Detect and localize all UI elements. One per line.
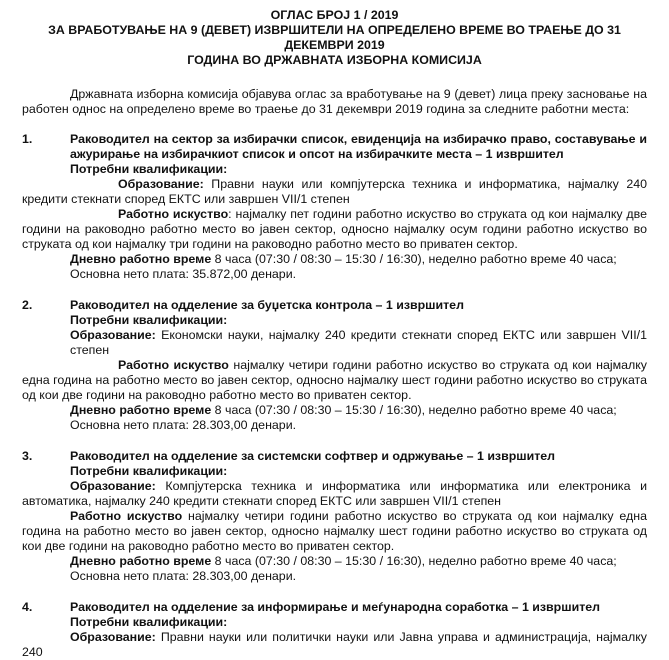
qualifications-label: Потребни квалификации: xyxy=(70,615,228,629)
working-time xyxy=(70,252,647,267)
salary: Основна нето плата: 28.303,00 денари. xyxy=(70,418,297,432)
education-text: Правни науки или политички науки или Јавна управа и администрација, најмалку 240 xyxy=(22,630,647,659)
education-paragraph xyxy=(22,630,647,660)
salary: Основна нето плата: 35.872,00 денари. xyxy=(70,267,297,281)
working-time-text: 8 часа (07:30 / 08:30 – 15:30 / 16:30), неделно работно време 40 часа; xyxy=(211,403,617,417)
working-time xyxy=(70,403,647,418)
working-time-label: Дневно работно време xyxy=(70,252,212,266)
section-number: 1. xyxy=(22,132,33,146)
working-time-label: Дневно работно време xyxy=(70,554,212,568)
qualifications-label: Потребни квалификации: xyxy=(70,162,228,176)
working-time xyxy=(70,554,647,569)
intro-paragraph: Државната изборна комисија објавува оглас за вработување на 9 (девет) лица преку засновање на работен однос на определено време во траење до 31 декември 2019 година за следните работни места: xyxy=(22,87,647,116)
education-paragraph xyxy=(70,328,647,358)
education-label: Образование: xyxy=(70,328,156,342)
education-paragraph xyxy=(22,479,647,509)
section-title: Раководител на сектор за избирачки список, евиденција на избирачко право, составување и ажурирање на избирачкиот список и опсот на избирачките места – 1 извршител xyxy=(70,132,647,161)
education-text: Економски науки, најмалку 240 кредити стекнати според ЕКТС или завршен VII/1 степен xyxy=(70,328,647,357)
working-time-text: 8 часа (07:30 / 08:30 – 15:30 / 16:30), неделно работно време 40 часа; xyxy=(211,554,617,568)
qualifications-label: Потребни квалификации: xyxy=(70,313,228,327)
section-title: Раководител на одделение за буџетска контрола – 1 извршител xyxy=(70,298,464,312)
experience-paragraph xyxy=(22,207,647,252)
section-body xyxy=(22,464,647,584)
document-title xyxy=(22,8,647,68)
education-label: Образование: xyxy=(70,479,156,493)
education-label: Образование: xyxy=(118,177,204,191)
section-body xyxy=(22,615,647,660)
section-title: Раководител на одделение за системски софтвер и одржување – 1 извршител xyxy=(70,449,556,463)
experience-text: : најмалку пет години работно искуство во струката од кои најмалку две години на раководно работно место во јавен сектор, односно најмалку осум години работно искуство во струката од кои најмалку три години на раководно работно место во приватен сектор. xyxy=(22,207,647,251)
experience-label: Работно искуство xyxy=(118,207,229,221)
title-line-1: ОГЛАС БРОЈ 1 / 2019 xyxy=(270,8,399,22)
education-paragraph xyxy=(22,177,647,207)
section-title: Раководител на одделение за информирање и меѓународна соработка – 1 извршител xyxy=(70,600,601,614)
experience-paragraph xyxy=(22,509,647,554)
section-2 xyxy=(22,298,647,433)
education-text: Компјутерска техника и информатика или информатика или електроника и автоматика, најмалку 240 кредити стекнати според ЕКТС или завршен VII/1 степен xyxy=(22,479,647,508)
salary: Основна нето плата: 28.303,00 денари. xyxy=(70,569,297,583)
section-body xyxy=(22,162,647,282)
experience-label: Работно искуство xyxy=(118,358,229,372)
education-label: Образование: xyxy=(70,630,156,644)
experience-text: најмалку четири години работно искуство во струката од кои најмалку една година на работно место во јавен сектор, односно најмалку шест години работно искуство во струката од кои две години на раководно работно место во приватен сектор. xyxy=(22,358,647,402)
section-heading xyxy=(22,132,647,162)
section-number: 2. xyxy=(22,298,33,312)
section-heading xyxy=(22,298,647,313)
section-3 xyxy=(22,449,647,584)
qualifications-label: Потребни квалификации: xyxy=(70,464,228,478)
experience-label: Работно искуство xyxy=(70,509,183,523)
education-text: Правни науки или компјутерска техника и информатика, најмалку 240 кредити стекнати според ЕКТС или завршен VII/1 степен xyxy=(22,177,647,206)
experience-text: најмалку четири години работно искуство во струката од кои најмалку една година на работно место во јавен сектор, односно најмалку шест години работно искуство во струката од кои две години на раководно работно место во приватен сектор. xyxy=(22,509,647,553)
section-4 xyxy=(22,600,647,660)
title-line-3: ГОДИНА ВО ДРЖАВНАТА ИЗБОРНА КОМИСИЈА xyxy=(187,53,482,67)
section-heading xyxy=(22,449,647,464)
section-1 xyxy=(22,132,647,282)
working-time-text: 8 часа (07:30 / 08:30 – 15:30 / 16:30), неделно работно време 40 часа; xyxy=(211,252,617,266)
section-body xyxy=(22,313,647,433)
section-heading xyxy=(22,600,647,615)
title-line-2: ЗА ВРАБОТУВАЊЕ НА 9 (ДЕВЕТ) ИЗВРШИТЕЛИ НА ОПРЕДЕЛЕНО ВРЕМЕ ВО ТРАЕЊЕ ДО 31 ДЕКЕМВРИ 2019 xyxy=(48,23,621,52)
experience-paragraph xyxy=(22,358,647,403)
working-time-label: Дневно работно време xyxy=(70,403,212,417)
section-number: 3. xyxy=(22,449,33,463)
section-number: 4. xyxy=(22,600,33,614)
